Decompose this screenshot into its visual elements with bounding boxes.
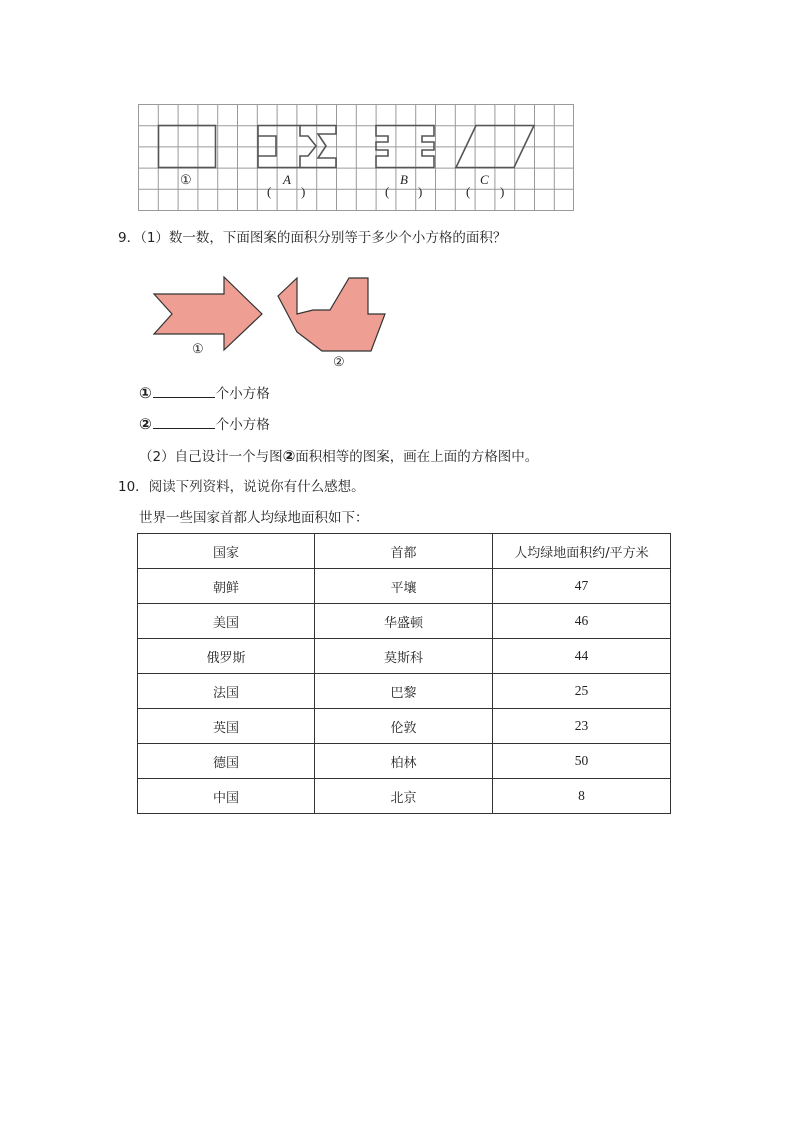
table-row <box>138 709 671 744</box>
cell-area: 25 <box>493 674 671 709</box>
table-row <box>138 674 671 709</box>
cell-country: 德国 <box>138 744 315 779</box>
q9-part2-mark: ② <box>282 447 296 465</box>
header-capital: 首都 <box>315 534 493 569</box>
label-c: C <box>480 172 489 187</box>
header-green-area: 人均绿地面积约/平方米 <box>493 534 671 569</box>
cell-country: 美国 <box>138 604 315 639</box>
q10-prompt-text: 阅读下列资料，说说你有什么感想。 <box>148 479 365 495</box>
q9-part1 <box>118 229 506 247</box>
table-row <box>138 604 671 639</box>
cell-area: 47 <box>493 569 671 604</box>
cell-area: 50 <box>493 744 671 779</box>
answer-line-2 <box>139 415 270 434</box>
q9-part1-text: （1）数一数，下面图案的面积分别等于多少个小方格的面积？ <box>140 230 507 246</box>
paren-a-close: ) <box>301 184 306 199</box>
q9-shapes <box>150 274 390 370</box>
paren-a-open: ( <box>267 184 272 199</box>
q9-number: 9． <box>118 230 141 246</box>
paren-b-close: ) <box>418 184 423 199</box>
cell-country: 俄罗斯 <box>138 639 315 674</box>
paren-b-open: ( <box>385 184 390 199</box>
answer-blank-2[interactable] <box>153 416 215 429</box>
grid-figure <box>130 96 582 216</box>
shape2-label: ② <box>333 354 345 369</box>
label-b: B <box>400 172 408 187</box>
cell-country: 朝鲜 <box>138 569 315 604</box>
table-header-row <box>138 534 671 569</box>
answer-suffix-1: 个小方格 <box>215 386 270 402</box>
arrow-shape <box>154 277 262 350</box>
answer-mark-1: ① <box>139 384 152 402</box>
answer-line-1 <box>139 384 270 403</box>
cell-country: 法国 <box>138 674 315 709</box>
label-1: ① <box>180 172 192 187</box>
cell-country: 英国 <box>138 709 315 744</box>
table-row <box>138 569 671 604</box>
q9-part2 <box>139 447 538 466</box>
cell-area: 23 <box>493 709 671 744</box>
q10-number: 10． <box>118 479 149 495</box>
bird-shape <box>278 278 385 351</box>
q10-prompt <box>118 478 365 496</box>
table-row <box>138 744 671 779</box>
answer-suffix-2: 个小方格 <box>215 417 270 433</box>
answer-blank-1[interactable] <box>153 385 215 398</box>
green-area-table <box>137 533 671 814</box>
table-row <box>138 639 671 674</box>
cell-area: 8 <box>493 779 671 814</box>
grid-lines <box>139 105 574 211</box>
cell-capital: 莫斯科 <box>315 639 493 674</box>
cell-capital: 伦敦 <box>315 709 493 744</box>
cell-capital: 巴黎 <box>315 674 493 709</box>
paren-c-open: ( <box>466 184 471 199</box>
answer-mark-2: ② <box>139 415 152 433</box>
cell-area: 46 <box>493 604 671 639</box>
label-a: A <box>283 172 291 187</box>
q9-part2-a: （2）自己设计一个与图 <box>139 449 283 465</box>
cell-capital: 华盛顿 <box>315 604 493 639</box>
cell-capital: 北京 <box>315 779 493 814</box>
cell-country: 中国 <box>138 779 315 814</box>
table-row <box>138 779 671 814</box>
shape1-label: ① <box>192 341 204 356</box>
cell-capital: 柏林 <box>315 744 493 779</box>
q10-intro: 世界一些国家首都人均绿地面积如下： <box>139 510 369 526</box>
cell-capital: 平壤 <box>315 569 493 604</box>
paren-c-close: ) <box>500 184 505 199</box>
header-country: 国家 <box>138 534 315 569</box>
q9-part2-b: 面积相等的图案，画在上面的方格图中。 <box>295 449 539 465</box>
cell-area: 44 <box>493 639 671 674</box>
